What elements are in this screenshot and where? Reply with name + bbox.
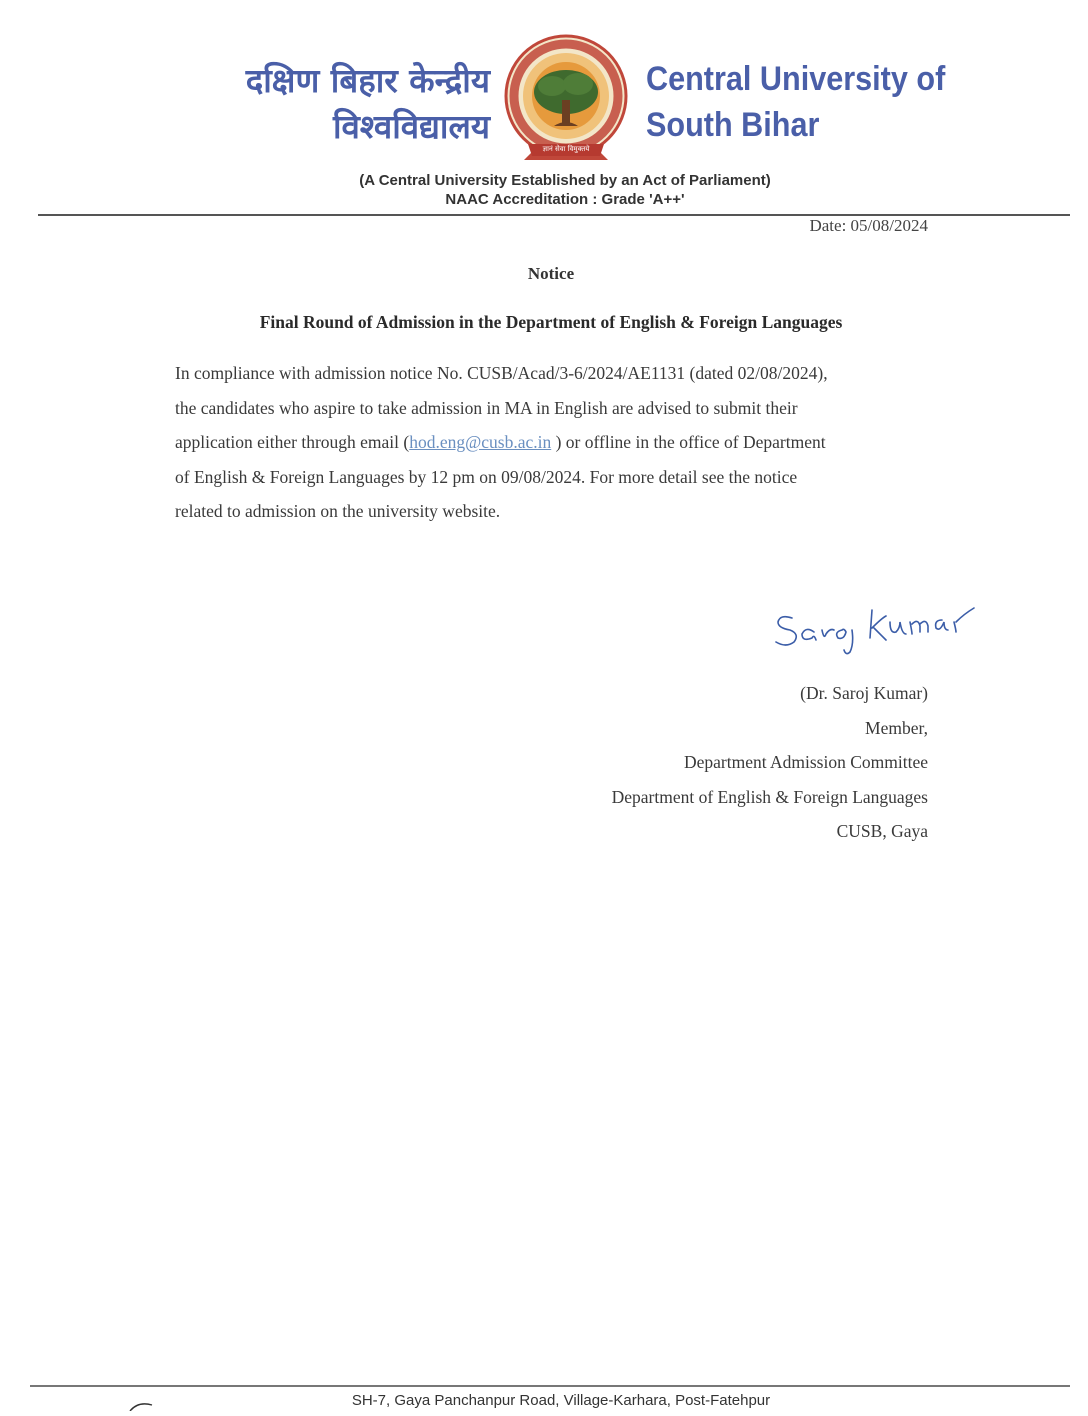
body-line-2: the candidates who aspire to take admission in MA in English are advised to submit their <box>175 397 798 418</box>
logo-motto: ज्ञानं सेवा विमुक्तये <box>542 145 590 153</box>
establishment-line: (A Central University Established by an Act of Parliament) <box>359 172 771 189</box>
letterhead-subtitle <box>0 171 1088 209</box>
university-name-hindi <box>150 58 490 150</box>
body-line-3 <box>175 425 935 460</box>
footer-address: SH-7, Gaya Panchanpur Road, Village-Karhara, Post-Fatehpur <box>351 1392 771 1409</box>
body-line-5: related to admission on the university website. <box>175 501 501 522</box>
hindi-name-line2: विश्वविद्यालय <box>332 107 490 146</box>
signatory-place: CUSB, Gaya <box>836 821 928 842</box>
handwritten-signature <box>770 588 1000 658</box>
body-line-1: In compliance with admission notice No. CUSB/Acad/3-6/2024/AE1131 (dated 02/08/2024), <box>175 363 828 383</box>
notice-body <box>175 356 935 529</box>
signatory-department: Department of English & Foreign Languages <box>611 786 928 807</box>
notice-date: Date: 05/08/2024 <box>809 216 928 235</box>
signatory-block <box>500 676 928 849</box>
footer-divider <box>30 1385 1070 1387</box>
university-name-english <box>646 56 1006 148</box>
english-name-line1: Central University of <box>646 60 946 98</box>
email-link[interactable]: hod.eng@cusb.ac.in <box>409 432 552 453</box>
body-line-4: of English & Foreign Languages by 12 pm on 09/08/2024. For more detail see the notice <box>175 466 798 487</box>
notice-title: Notice <box>527 264 575 283</box>
signatory-role: Member, <box>865 717 928 738</box>
body-line-3-start: application either through email ( <box>175 432 410 453</box>
accreditation-line: NAAC Accreditation : Grade 'A++' <box>445 191 685 208</box>
signatory-name: (Dr. Saroj Kumar) <box>800 683 928 703</box>
english-name-line2: South Bihar <box>646 106 820 144</box>
signatory-committee: Department Admission Committee <box>683 752 928 773</box>
body-line-3-end: ) or offline in the office of Department <box>551 432 826 453</box>
notice-subject: Final Round of Admission in the Department of English & Foreign Languages <box>259 312 843 332</box>
hindi-name-line1: दक्षिण बिहार केन्द्रीय <box>245 61 490 100</box>
